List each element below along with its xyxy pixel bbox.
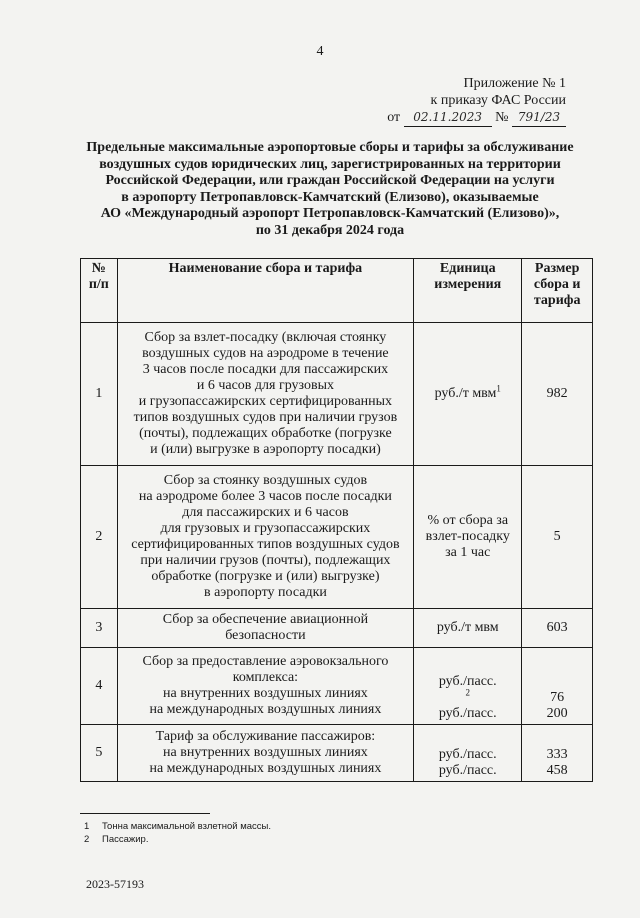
row-unit: % от сбора за взлет-посадку за 1 час [414,466,522,609]
number-prefix: № [495,110,509,125]
document-code: 2023-57193 [86,877,144,891]
date-prefix: от [387,110,401,125]
footnote-divider [80,813,210,814]
row-size: 333 458 [522,725,593,782]
appendix-order-ref: к приказу ФАС России [430,93,566,108]
row-name: Сбор за предоставление аэровокзального комплекса: на внутренних воздушных линиях на международных воздушных линиях [117,648,414,725]
footnote: 1 Тонна максимальной взлетной массы. [84,821,271,832]
footnote: 2 Пассажир. [84,834,149,845]
row-number: 2 [81,466,118,609]
title-line: Российской Федерации, или граждан Российской Федерации на услуги [105,173,555,188]
header-unit: Единица измерения [414,259,522,323]
row-unit: руб./т мвм [414,609,522,648]
row-name: Сбор за взлет-посадку (включая стоянку воздушных судов на аэродроме в течение 3 часов после посадки для пассажирских и 6 часов для грузовых и грузопассажирских сертифицированных типов воздушных судов при наличии грузов (почты), подлежащих обработке (погрузке и (или) выгрузке в аэропорту посадки) [117,323,414,466]
appendix-header [346,75,566,127]
header-number: № п/п [81,259,118,323]
row-size: 5 [522,466,593,609]
row-name: Сбор за стоянку воздушных судов на аэродроме более 3 часов после посадки для пассажирских и 6 часов для грузовых и грузопассажирских сертифицированных типов воздушных судов при наличии грузов (почты), подлежащих обработке (погрузке и (или) выгрузке) в аэропорту посадки [117,466,414,609]
row-size: 982 [522,323,593,466]
table-row [81,609,593,648]
footnotes [84,820,271,846]
title-line: воздушных судов юридических лиц, зарегистрированных на территории [99,156,561,172]
row-number: 3 [81,609,118,648]
page-number: 4 [316,44,324,59]
table-row [81,725,593,782]
header-name: Наименование сбора и тарифа [117,259,414,323]
header-size: Размер сбора и тарифа [522,259,593,323]
row-name: Тариф за обслуживание пассажиров: на внутренних воздушных линиях на международных воздушных линиях [117,725,414,782]
title-line: в аэропорту Петропавловск-Камчатский (Елизово), оказываемые [121,189,539,205]
handwritten-date: 02.11.2023 [404,109,492,127]
table-row [81,648,593,725]
footnote-ref: 1 [496,383,501,394]
handwritten-number: 791/23 [512,109,566,127]
row-size: 76 200 [522,648,593,725]
table-row [81,466,593,609]
title-line: АО «Международный аэропорт Петропавловск-Камчатский (Елизово)», [100,206,560,221]
row-unit: руб./пасс. руб./пасс. [414,725,522,782]
row-number: 4 [81,648,118,725]
tariff-table [80,258,593,782]
title-line: по 31 декабря 2024 года [255,222,405,238]
row-name: Сбор за обеспечение авиационной безопасности [117,609,414,648]
row-size: 603 [522,609,593,648]
footnote-ref: 2 [465,687,470,698]
appendix-title: Приложение № 1 [463,76,566,91]
title-line: Предельные максимальные аэропортовые сборы и тарифы за обслуживание [86,140,574,155]
row-number: 1 [81,323,118,466]
row-number: 5 [81,725,118,782]
row-unit: руб./т мвм$^1$ [414,323,522,466]
row-unit: руб./пасс. $^2$ руб./пасс. [414,648,522,725]
appendix-date-number [346,109,566,127]
table-header-row [81,259,593,323]
table-row [81,323,593,466]
document-title [70,140,590,239]
